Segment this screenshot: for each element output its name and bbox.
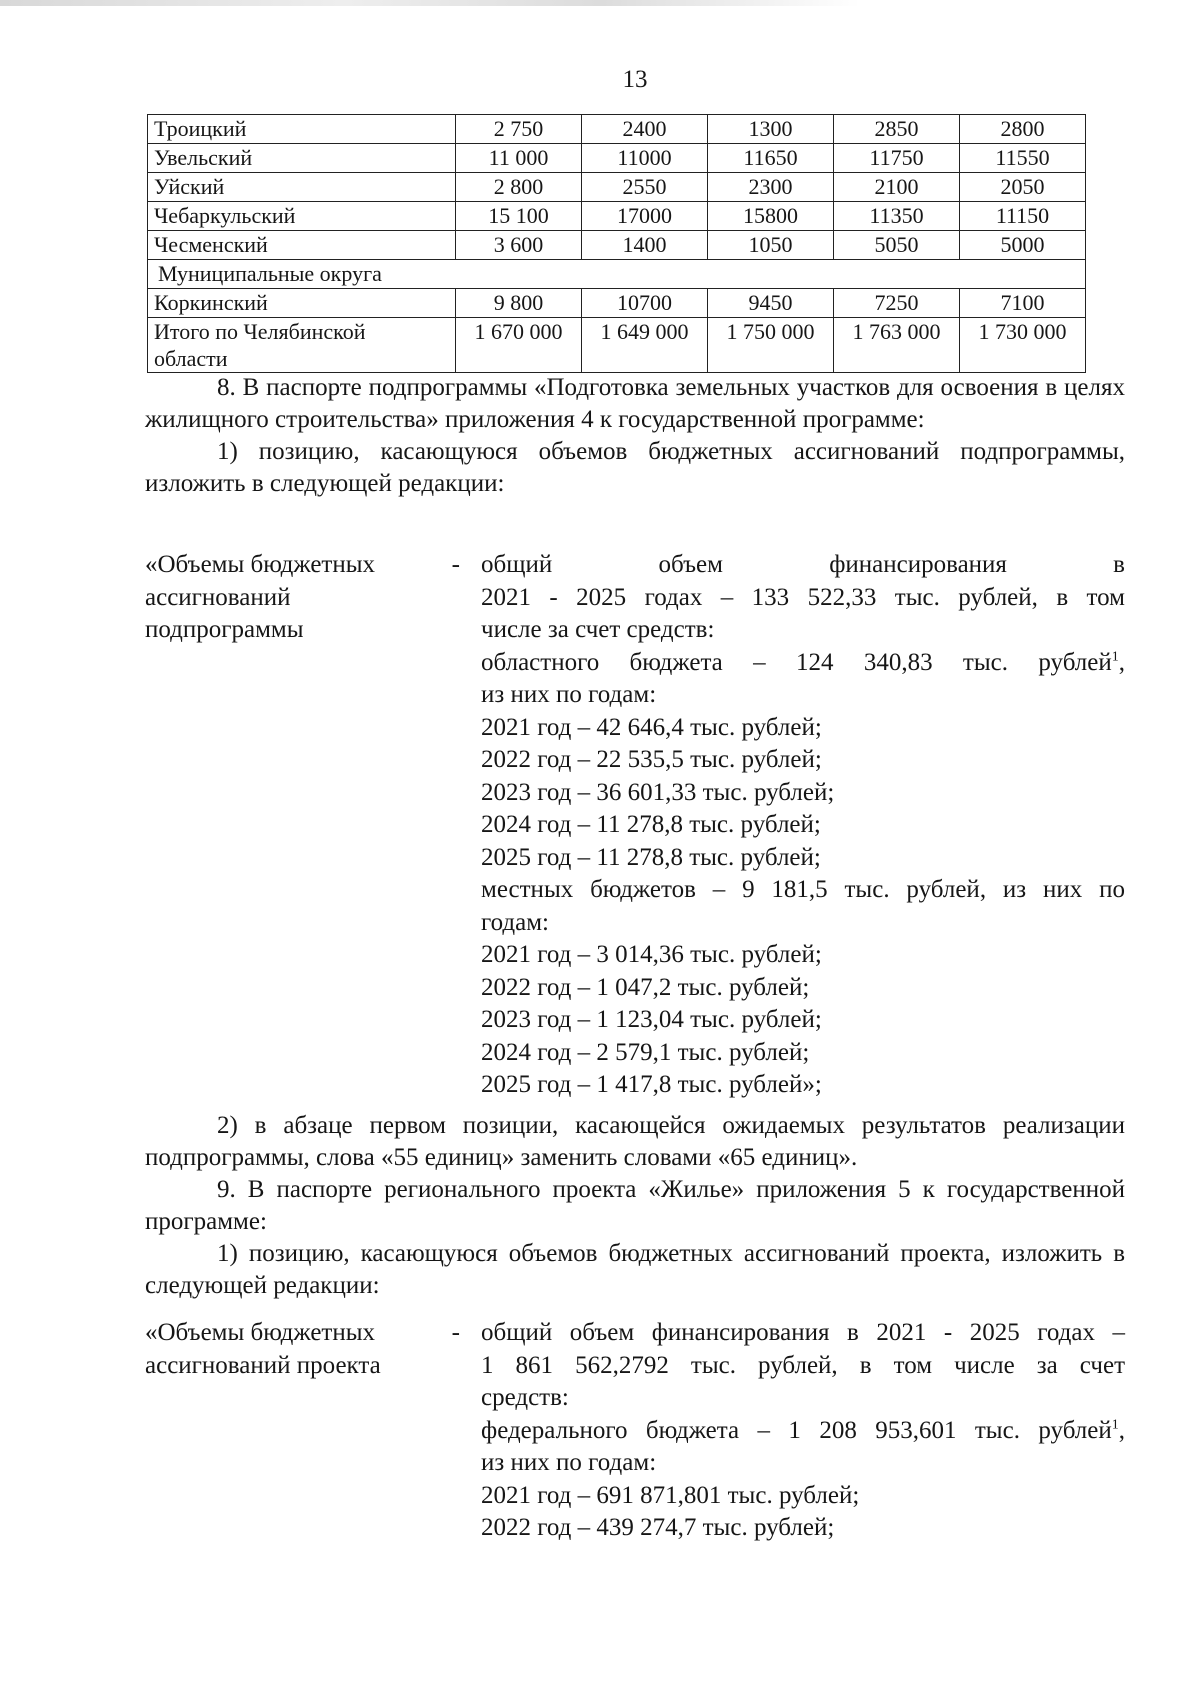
label-line-3: подпрограммы <box>145 616 304 643</box>
table-cell: 11 000 <box>456 144 582 173</box>
table-cell: 2100 <box>834 173 960 202</box>
table-cell: 15800 <box>708 202 834 231</box>
content-line: 2021 - 2025 годах – 133 522,33 тыс. рублей, в том <box>481 583 1125 611</box>
row-label: Уйский <box>148 173 456 202</box>
label-dash: - <box>451 551 460 578</box>
section-8 <box>145 372 1125 500</box>
content-line: числе за счет средств: <box>481 616 715 643</box>
table-cell: 17000 <box>582 202 708 231</box>
year-amount-line: 2025 год – 11 278,8 тыс. рублей; <box>481 843 821 871</box>
content-line: из них по годам: <box>481 1449 657 1476</box>
content-line: годам: <box>481 908 549 936</box>
year-amount-line: 2025 год – 1 417,8 тыс. рублей»; <box>481 1071 822 1098</box>
content-line-federal: федерального бюджета – 1 208 953,601 тыс. рублей$^1$, <box>481 1416 1125 1444</box>
table-cell: 9 800 <box>456 289 582 318</box>
passport-label <box>145 1317 460 1382</box>
table-cell: 7100 <box>960 289 1086 318</box>
table-cell: 11750 <box>834 144 960 173</box>
passport-content <box>481 549 1125 1102</box>
year-amount-line: 2023 год – 36 601,33 тыс. рублей; <box>481 778 835 806</box>
footnote-mark: 1 <box>1111 649 1119 665</box>
years-local-list <box>481 939 1125 1102</box>
table-cell: 2850 <box>834 115 960 144</box>
section-8-2-and-9 <box>145 1110 1125 1302</box>
table-cell: 11550 <box>960 144 1086 173</box>
table-cell: 5050 <box>834 231 960 260</box>
table-cell: 2300 <box>708 173 834 202</box>
content-line: средств: <box>481 1384 569 1411</box>
table-section <box>148 260 1086 289</box>
content-line: общий объем финансирования в <box>481 551 1125 578</box>
total-label-line1: Итого по Челябинской <box>154 319 366 344</box>
table-row <box>148 173 1086 202</box>
table-row <box>148 115 1086 144</box>
table-cell: 2400 <box>582 115 708 144</box>
row-label: Увельский <box>148 144 456 173</box>
year-amount-line: 2022 год – 22 535,5 тыс. рублей; <box>481 746 822 773</box>
total-label <box>148 318 456 373</box>
content-line-regional: областного бюджета – 124 340,83 тыс. рублей$^1$, <box>481 648 1125 676</box>
year-amount-line: 2021 год – 691 871,801 тыс. рублей; <box>481 1481 860 1509</box>
total-label-line2: области <box>154 346 228 371</box>
budget-table <box>147 114 1086 373</box>
years-federal-list <box>481 1480 1125 1545</box>
content-line: общий объем финансирования в 2021 - 2025 годах – <box>481 1319 1125 1346</box>
year-amount-line: 2021 год – 3 014,36 тыс. рублей; <box>481 941 822 968</box>
content-line: местных бюджетов – 9 181,5 тыс. рублей, из них по <box>481 876 1125 903</box>
table-row <box>148 289 1086 318</box>
table-row <box>148 202 1086 231</box>
paragraph-8: 8. В паспорте подпрограммы «Подготовка земельных участков для освоения в целях жилищного строительства» приложения 4 к государственной программе: <box>145 374 1125 433</box>
table-cell: 2 800 <box>456 173 582 202</box>
table-cell: 9450 <box>708 289 834 318</box>
label-line-1: «Объемы бюджетных - <box>145 549 460 582</box>
table-cell: 5000 <box>960 231 1086 260</box>
table-row-section <box>148 260 1086 289</box>
table-cell: 2 750 <box>456 115 582 144</box>
footnote-mark: 1 <box>1111 1417 1119 1433</box>
year-amount-line: 2023 год – 1 123,04 тыс. рублей; <box>481 1006 822 1033</box>
table-cell: 11150 <box>960 202 1086 231</box>
content-line: 1 861 562,2792 тыс. рублей, в том числе за счет <box>481 1351 1125 1379</box>
scan-artifact <box>0 0 860 6</box>
table-cell: 2050 <box>960 173 1086 202</box>
year-amount-line: 2022 год – 439 274,7 тыс. рублей; <box>481 1514 835 1541</box>
table-cell: 11350 <box>834 202 960 231</box>
content-line: из них по годам: <box>481 681 657 708</box>
table-cell: 1 750 000 <box>708 318 834 373</box>
passport-label <box>145 549 460 647</box>
year-amount-line: 2024 год – 11 278,8 тыс. рублей; <box>481 811 821 838</box>
table-cell: 15 100 <box>456 202 582 231</box>
table-row <box>148 144 1086 173</box>
years-regional-list <box>481 712 1125 875</box>
paragraph-8-2: 2) в абзаце первом позиции, касающейся ожидаемых результатов реализации подпрограммы, слова «55 единиц» заменить словами «65 единиц». <box>145 1112 1125 1171</box>
row-label: Чебаркульский <box>148 202 456 231</box>
row-label: Коркинский <box>148 289 456 318</box>
paragraph-8-1: 1) позицию, касающуюся объемов бюджетных ассигнований подпрограммы, изложить в следующей редакции: <box>145 438 1125 497</box>
label-line-1: «Объемы бюджетных - <box>145 1317 460 1350</box>
table-cell: 1300 <box>708 115 834 144</box>
paragraph-9: 9. В паспорте регионального проекта «Жилье» приложения 5 к государственной программе: <box>145 1176 1125 1235</box>
year-amount-line: 2024 год – 2 579,1 тыс. рублей; <box>481 1038 810 1066</box>
year-amount-line: 2021 год – 42 646,4 тыс. рублей; <box>481 713 822 741</box>
passport-content <box>481 1317 1125 1545</box>
table-cell: 1 730 000 <box>960 318 1086 373</box>
table-cell: 1050 <box>708 231 834 260</box>
section-label: Муниципальные округа <box>148 260 1086 289</box>
table-row-total <box>148 318 1086 373</box>
paragraph-9-1: 1) позицию, касающуюся объемов бюджетных ассигнований проекта, изложить в следующей редакции: <box>145 1240 1125 1299</box>
table-cell: 2550 <box>582 173 708 202</box>
row-label: Троицкий <box>148 115 456 144</box>
table-cell: 3 600 <box>456 231 582 260</box>
table-cell: 7250 <box>834 289 960 318</box>
table-cell: 1400 <box>582 231 708 260</box>
label-dash: - <box>451 1319 460 1346</box>
table-row <box>148 231 1086 260</box>
table-cell: 1 649 000 <box>582 318 708 373</box>
table-cell: 2800 <box>960 115 1086 144</box>
label-line-2: ассигнований <box>145 583 291 611</box>
table-total <box>148 318 1086 373</box>
table-body <box>148 115 1086 260</box>
table-cell: 11650 <box>708 144 834 173</box>
table-cell: 11000 <box>582 144 708 173</box>
table-cell: 10700 <box>582 289 708 318</box>
table-body-2 <box>148 289 1086 318</box>
year-amount-line: 2022 год – 1 047,2 тыс. рублей; <box>481 973 810 1001</box>
page-number: 13 <box>622 66 648 93</box>
table-cell: 1 670 000 <box>456 318 582 373</box>
row-label: Чесменский <box>148 231 456 260</box>
table-cell: 1 763 000 <box>834 318 960 373</box>
label-line-2: ассигнований проекта <box>145 1351 381 1379</box>
